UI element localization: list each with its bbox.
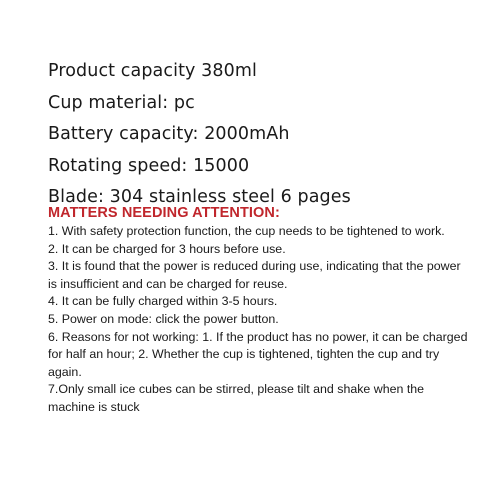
attention-item-6: 6. Reasons for not working: 1. If the product has no power, it can be charged for half an hour; 2. Whether the cup is tightened, tighten the cup and try again. xyxy=(48,329,468,379)
attention-item-5: 5. Power on mode: click the power button. xyxy=(48,311,279,326)
attention-item-2: 2. It can be charged for 3 hours before use. xyxy=(48,241,286,256)
spec-cup-material: Cup material: pc xyxy=(48,92,195,113)
attention-item-7: 7.Only small ice cubes can be stirred, please tilt and shake when the machine is stuck xyxy=(48,382,425,414)
attention-section xyxy=(48,203,468,417)
attention-title: MATTERS NEEDING ATTENTION: xyxy=(48,205,280,221)
product-specs xyxy=(48,56,468,214)
attention-item-1: 1. With safety protection function, the cup needs to be tightened to work. xyxy=(48,224,445,238)
attention-item-4: 4. It can be fully charged within 3-5 hours. xyxy=(48,294,278,309)
spec-battery: Battery capacity: 2000mAh xyxy=(48,124,290,144)
spec-rotating-speed: Rotating speed: 15000 xyxy=(48,155,250,176)
attention-item-3: 3. It is found that the power is reduced during use, indicating that the power is insufficient and can be charged for reuse. xyxy=(48,259,461,291)
spec-blade: Blade: 304 stainless steel 6 pages xyxy=(48,187,351,207)
spec-capacity: Product capacity 380ml xyxy=(48,61,257,81)
